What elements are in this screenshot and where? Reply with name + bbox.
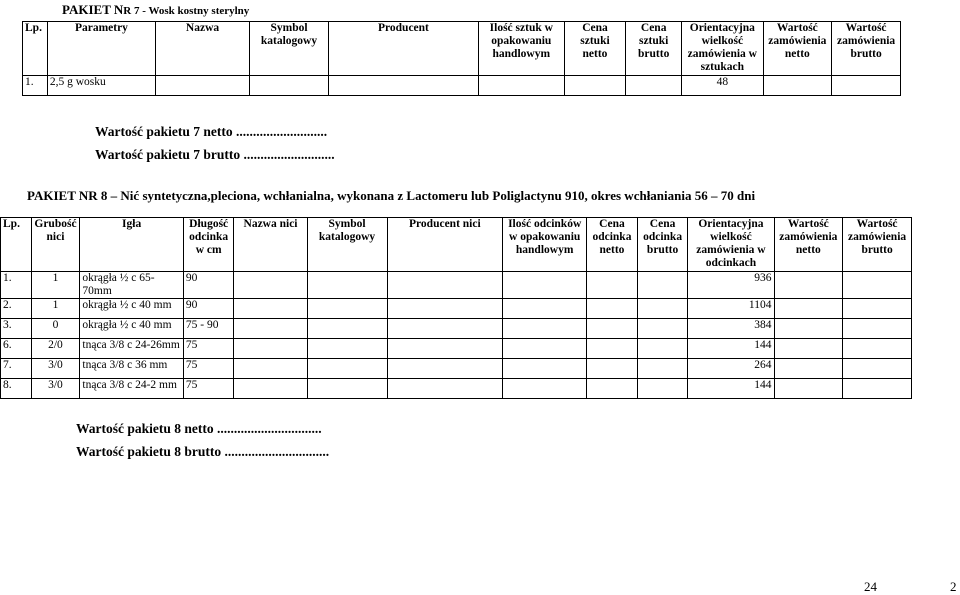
- table-header-row: [23, 22, 901, 76]
- cell-lp: 8.: [1, 379, 32, 399]
- cell-cena-brutto: [637, 299, 688, 319]
- cell-qty: 264: [688, 359, 774, 379]
- cell-grubosc: 2/0: [31, 339, 80, 359]
- table-row: [1, 319, 912, 339]
- cell-nazwa: [234, 359, 307, 379]
- package7-title-prefix: PAKIET N: [62, 2, 124, 17]
- cell-cena-brutto: [637, 339, 688, 359]
- sum-netto-dots: ...............................: [217, 421, 322, 436]
- cell-wartosc-brutto: [843, 319, 912, 339]
- header-symbol: Symbol katalogowy: [307, 218, 387, 272]
- table-row: [1, 299, 912, 319]
- header-wartosc-netto: Wartość zamówienia netto: [763, 22, 832, 76]
- cell-wartosc-brutto: [843, 272, 912, 299]
- cell-qty: 48: [682, 76, 763, 96]
- cell-producent: [387, 319, 503, 339]
- header-wartosc-brutto: Wartość zamówienia brutto: [843, 218, 912, 272]
- cell-producent: [387, 299, 503, 319]
- cell-wartosc-brutto: [843, 359, 912, 379]
- cell-igla: tnąca 3/8 c 36 mm: [80, 359, 183, 379]
- cell-wartosc-brutto: [832, 76, 901, 96]
- header-lp: Lp.: [1, 218, 32, 272]
- package7-title: [62, 2, 249, 18]
- cell-cena-netto: [587, 319, 638, 339]
- cell-symbol: [307, 359, 387, 379]
- header-dlugosc: Długość odcinka w cm: [183, 218, 234, 272]
- cell-qty: 144: [688, 379, 774, 399]
- cell-cena-brutto: [626, 76, 682, 96]
- package8-sum-brutto: [76, 444, 329, 460]
- cell-symbol: [307, 299, 387, 319]
- cell-cena-netto: [564, 76, 626, 96]
- package8-sum-netto: [76, 421, 322, 437]
- cell-wartosc-brutto: [843, 299, 912, 319]
- cell-symbol: [307, 379, 387, 399]
- cell-cena-brutto: [637, 272, 688, 299]
- cell-cena-netto: [587, 299, 638, 319]
- cell-ilosc: [503, 299, 587, 319]
- cell-lp: 2.: [1, 299, 32, 319]
- cell-wartosc-brutto: [843, 339, 912, 359]
- header-producent-nici: Producent nici: [387, 218, 503, 272]
- cell-igla: okrągła ½ c 40 mm: [80, 299, 183, 319]
- header-symbol: Symbol katalogowy: [250, 22, 329, 76]
- package7-sum-netto: [95, 124, 327, 140]
- cell-nazwa: [156, 76, 250, 96]
- cell-lp: 1.: [23, 76, 48, 96]
- header-cena-brutto: Cena sztuki brutto: [626, 22, 682, 76]
- cell-cena-netto: [587, 339, 638, 359]
- cell-dlugosc: 75: [183, 379, 234, 399]
- cell-igla: tnąca 3/8 c 24-26mm: [80, 339, 183, 359]
- cell-ilosc: [503, 339, 587, 359]
- cell-nazwa: [234, 339, 307, 359]
- header-producent: Producent: [329, 22, 479, 76]
- cell-nazwa: [234, 272, 307, 299]
- sum-brutto-label: Wartość pakietu 8 brutto: [76, 444, 222, 459]
- cell-ilosc: [503, 319, 587, 339]
- cell-symbol: [307, 319, 387, 339]
- header-ilosc: Ilość sztuk w opakowaniu handlowym: [478, 22, 564, 76]
- cell-dlugosc: 90: [183, 272, 234, 299]
- header-lp: Lp.: [23, 22, 48, 76]
- table-row: [1, 272, 912, 299]
- sum-brutto-dots: ...........................: [243, 147, 335, 162]
- cell-wartosc-netto: [774, 299, 843, 319]
- page-number-right: 2: [950, 579, 957, 594]
- cell-symbol: [250, 76, 329, 96]
- cell-ilosc: [503, 359, 587, 379]
- header-ilosc-odcinkow: Ilość odcinków w opakowaniu handlowym: [503, 218, 587, 272]
- package8-table: [0, 217, 912, 399]
- header-wartosc-brutto: Wartość zamówienia brutto: [832, 22, 901, 76]
- cell-grubosc: 1: [31, 299, 80, 319]
- cell-igla: okrągła ½ c 40 mm: [80, 319, 183, 339]
- sum-netto-dots: ...........................: [236, 124, 328, 139]
- cell-nazwa: [234, 319, 307, 339]
- cell-ilosc: [503, 379, 587, 399]
- table-header-row: [1, 218, 912, 272]
- cell-igla: okrągła ½ c 65-70mm: [80, 272, 183, 299]
- cell-producent: [387, 379, 503, 399]
- table-row: [1, 339, 912, 359]
- cell-param: 2,5 g wosku: [47, 76, 155, 96]
- cell-grubosc: 0: [31, 319, 80, 339]
- cell-wartosc-netto: [774, 379, 843, 399]
- cell-wartosc-netto: [763, 76, 832, 96]
- cell-grubosc: 3/0: [31, 359, 80, 379]
- header-cena-brutto: Cena odcinka brutto: [637, 218, 688, 272]
- cell-grubosc: 3/0: [31, 379, 80, 399]
- package7-table: [22, 21, 901, 96]
- package8-title-prefix: PAKIET N: [27, 188, 89, 203]
- header-nazwa: Nazwa: [156, 22, 250, 76]
- cell-producent: [387, 272, 503, 299]
- cell-wartosc-netto: [774, 339, 843, 359]
- cell-qty: 1104: [688, 299, 774, 319]
- sum-brutto-dots: ...............................: [224, 444, 330, 459]
- cell-qty: 936: [688, 272, 774, 299]
- cell-nazwa: [234, 379, 307, 399]
- sum-netto-label: Wartość pakietu 7 netto: [95, 124, 233, 139]
- cell-dlugosc: 75: [183, 359, 234, 379]
- cell-cena-brutto: [637, 359, 688, 379]
- cell-qty: 144: [688, 339, 774, 359]
- header-orientacyjna: Orientacyjna wielkość zamówienia w odcinkach: [688, 218, 774, 272]
- cell-lp: 6.: [1, 339, 32, 359]
- cell-cena-brutto: [637, 379, 688, 399]
- page-number: 24: [864, 579, 877, 594]
- header-igla: Igła: [80, 218, 183, 272]
- table-row: [23, 76, 901, 96]
- header-parametry: Parametry: [47, 22, 155, 76]
- header-cena-netto: Cena sztuki netto: [564, 22, 626, 76]
- cell-lp: 1.: [1, 272, 32, 299]
- cell-lp: 3.: [1, 319, 32, 339]
- package8-title: [27, 188, 755, 204]
- cell-wartosc-netto: [774, 272, 843, 299]
- cell-dlugosc: 75: [183, 339, 234, 359]
- cell-cena-brutto: [637, 319, 688, 339]
- cell-symbol: [307, 272, 387, 299]
- header-grubosc: Grubość nici: [31, 218, 80, 272]
- header-orientacyjna: Orientacyjna wielkość zamówienia w sztukach: [682, 22, 763, 76]
- cell-producent: [329, 76, 479, 96]
- sum-brutto-label: Wartość pakietu 7 brutto: [95, 147, 241, 162]
- sum-netto-label: Wartość pakietu 8 netto: [76, 421, 214, 436]
- cell-cena-netto: [587, 272, 638, 299]
- package7-sum-brutto: [95, 147, 335, 163]
- cell-igla: tnąca 3/8 c 24-2 mm: [80, 379, 183, 399]
- cell-dlugosc: 75 - 90: [183, 319, 234, 339]
- cell-nazwa: [234, 299, 307, 319]
- cell-qty: 384: [688, 319, 774, 339]
- cell-wartosc-netto: [774, 319, 843, 339]
- header-wartosc-netto: Wartość zamówienia netto: [774, 218, 843, 272]
- package7-title-rest: R 7 - Wosk kostny sterylny: [123, 5, 250, 17]
- cell-ilosc: [478, 76, 564, 96]
- cell-producent: [387, 339, 503, 359]
- cell-symbol: [307, 339, 387, 359]
- cell-lp: 7.: [1, 359, 32, 379]
- cell-ilosc: [503, 272, 587, 299]
- cell-cena-netto: [587, 379, 638, 399]
- table-row: [1, 359, 912, 379]
- table-row: [1, 379, 912, 399]
- cell-producent: [387, 359, 503, 379]
- cell-wartosc-netto: [774, 359, 843, 379]
- package8-title-rest: R 8 – Nić syntetyczna,pleciona, wchłanialna, wykonana z Lactomeru lub Poliglactynu 910, okres wchłaniania 56 – 70 dni: [88, 188, 756, 203]
- header-cena-netto: Cena odcinka netto: [587, 218, 638, 272]
- cell-wartosc-brutto: [843, 379, 912, 399]
- header-nazwa-nici: Nazwa nici: [234, 218, 307, 272]
- cell-grubosc: 1: [31, 272, 80, 299]
- cell-cena-netto: [587, 359, 638, 379]
- cell-dlugosc: 90: [183, 299, 234, 319]
